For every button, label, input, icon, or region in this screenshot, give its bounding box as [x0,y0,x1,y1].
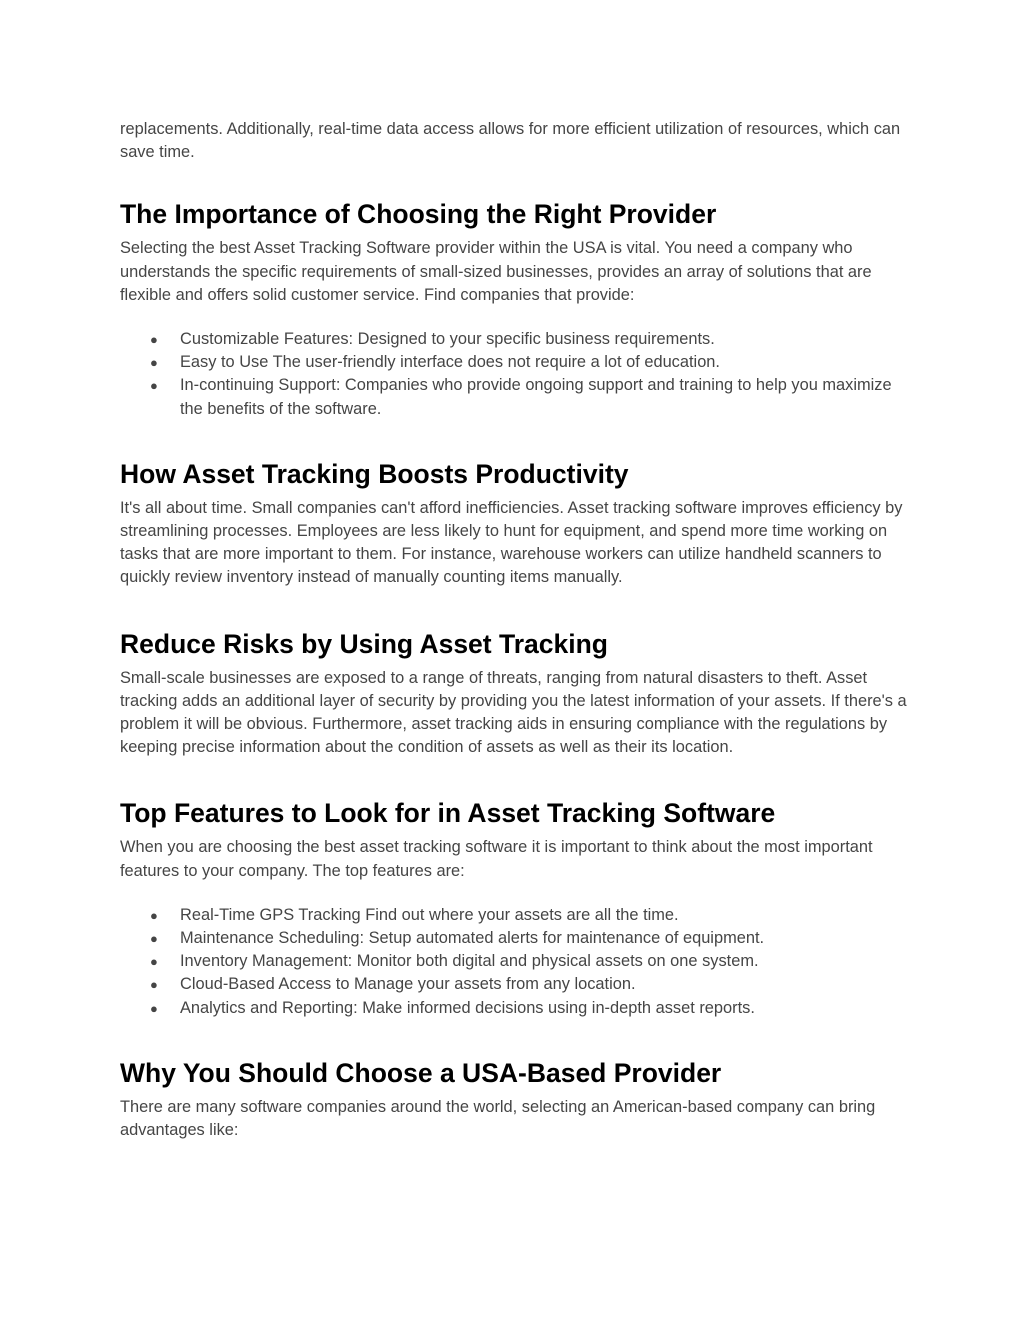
bullet-icon: ● [150,954,158,970]
list-item [120,973,910,996]
section-heading: Top Features to Look for in Asset Tracking Software [120,798,776,829]
list-item-text: Inventory Management: Monitor both digital and physical assets on one system. [180,952,759,971]
list-item [120,904,910,927]
section-paragraph: Small-scale businesses are exposed to a range of threats, ranging from natural disasters to theft. Asset tracking adds an additional layer of security by providing you the latest information of your assets. If there's a problem it will be obvious. Furthermore, asset tracking aids in ensuring compliance with the regulations by keeping precise information about the condition of assets as well as their its location. [120,668,907,757]
list-item-text: Real-Time GPS Tracking Find out where your assets are all the time. [180,905,679,924]
bullet-icon: ● [150,1000,158,1016]
section-heading: The Importance of Choosing the Right Provider [120,199,717,230]
section-paragraph: There are many software companies around the world, selecting an American-based company can bring advantages like: [120,1097,876,1140]
section-paragraph: When you are choosing the best asset tracking software it is important to think about the most important features to your company. The top features are: [120,838,873,880]
list-item-text: Cloud-Based Access to Manage your assets from any location. [180,975,636,994]
list-item [120,950,910,973]
bullet-icon: ● [150,355,158,371]
list-item-text: In-continuing Support: Companies who provide ongoing support and training to help you maximize the benefits of the software. [180,376,892,418]
section-heading: How Asset Tracking Boosts Productivity [120,458,629,489]
section-paragraph: Selecting the best Asset Tracking Software provider within the USA is vital. You need a company who understands the specific requirements of small-sized businesses, provides an array of solutions that are flexible and offers solid customer service. Find companies that provide: [120,239,872,304]
section-heading: Reduce Risks by Using Asset Tracking [120,628,608,659]
list-item [120,328,910,351]
section-reduce-risks [120,627,910,760]
section-usa-provider [120,1056,910,1142]
list-item-text: Easy to Use The user-friendly interface does not require a lot of education. [180,353,720,372]
bullet-icon: ● [150,378,158,394]
document-page [120,118,910,1142]
section-paragraph: It's all about time. Small companies can't afford inefficiencies. Asset tracking software improves efficiency by streamlining processes. Employees are less likely to hunt for equipment, and spend more time working on tasks that are more important to them. For instance, warehouse workers can utilize handheld scanners to quickly review inventory instead of manually counting items manually. [120,498,903,587]
list-item-text: Analytics and Reporting: Make informed decisions using in-depth asset reports. [180,998,755,1017]
list-item [120,374,910,420]
intro-paragraph: replacements. Additionally, real-time data access allows for more efficient utilization of resources, which can save time. [120,120,901,162]
list-item [120,351,910,374]
section-productivity [120,457,910,590]
section-heading: Why You Should Choose a USA-Based Provider [120,1057,722,1088]
section-top-features [120,796,910,1019]
list-item-text: Maintenance Scheduling: Setup automated alerts for maintenance of equipment. [180,929,765,948]
bullet-icon: ● [150,332,158,348]
list-item [120,997,910,1020]
bullet-list [120,904,910,1020]
bullet-icon: ● [150,977,158,993]
bullet-icon: ● [150,907,158,923]
bullet-list [120,328,910,421]
section-choosing-provider [120,197,910,420]
list-item-text: Customizable Features: Designed to your specific business requirements. [180,330,715,349]
bullet-icon: ● [150,931,158,947]
list-item [120,927,910,950]
